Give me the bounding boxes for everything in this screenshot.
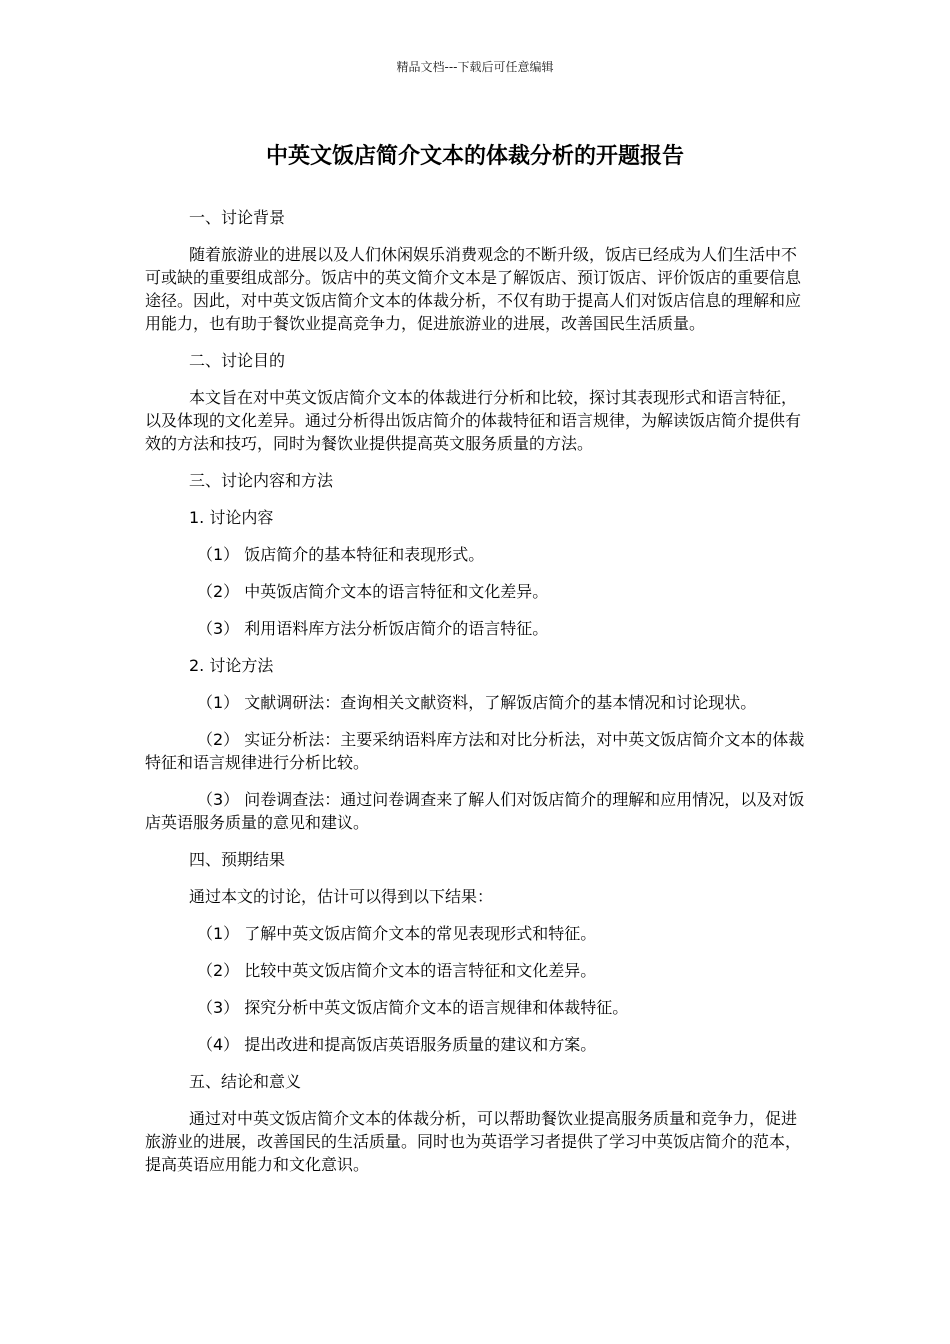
list-item: （3） 问卷调查法：通过问卷调查来了解人们对饭店简介的理解和应用情况，以及对饭店英语服务质量的意见和建议。 [145, 790, 805, 832]
list-item: （1） 饭店简介的基本特征和表现形式。 [197, 545, 485, 564]
list-item: （3） 探究分析中英文饭店简介文本的语言规律和体裁特征。 [197, 998, 629, 1017]
list-item: （1） 了解中英文饭店简介文本的常见表现形式和特征。 [197, 924, 597, 943]
paragraph-purpose: 本文旨在对中英文饭店简介文本的体裁进行分析和比较，探讨其表现形式和语言特征，以及体现的文化差异。通过分析得出饭店简介的体裁特征和语言规律，为解读饭店简介提供有效的方法和技巧，同时为餐饮业提供提高英文服务质量的方法。 [145, 388, 802, 453]
paragraph-conclusion: 通过对中英文饭店简介文本的体裁分析，可以帮助餐饮业提高服务质量和竞争力，促进旅游业的进展，改善国民的生活质量。同时也为英语学习者提供了学习中英饭店简介的范本，提高英语应用能力和文化意识。 [145, 1109, 802, 1174]
document-body [145, 206, 810, 1190]
section-heading-background: 一、讨论背景 [189, 208, 286, 227]
section-heading-expected-results: 四、预期结果 [189, 850, 286, 869]
list-item: （2） 实证分析法：主要采纳语料库方法和对比分析法，对中英文饭店简介文本的体裁特征和语言规律进行分析比较。 [145, 730, 805, 772]
document-title: 中英文饭店简介文本的体裁分析的开题报告 [265, 144, 684, 169]
section-heading-purpose: 二、讨论目的 [189, 351, 286, 370]
section-heading-content-methods: 三、讨论内容和方法 [189, 471, 334, 490]
paragraph-background: 随着旅游业的进展以及人们休闲娱乐消费观念的不断升级，饭店已经成为人们生活中不可或缺的重要组成部分。饭店中的英文简介文本是了解饭店、预订饭店、评价饭店的重要信息途径。因此，对中英文饭店简介文本的体裁分析，不仅有助于提高人们对饭店信息的理解和应用能力，也有助于餐饮业提高竞争力，促进旅游业的进展，改善国民生活质量。 [145, 245, 802, 333]
list-item: （3） 利用语料库方法分析饭店简介的语言特征。 [197, 619, 549, 638]
list-item: （2） 中英饭店简介文本的语言特征和文化差异。 [197, 582, 549, 601]
list-item: （4） 提出改进和提高饭店英语服务质量的建议和方案。 [197, 1035, 597, 1054]
header-note: 精品文档---下载后可任意编辑 [396, 60, 554, 74]
subheading-methods: 2. 讨论方法 [189, 656, 274, 675]
list-item: （1） 文献调研法：查询相关文献资料，了解饭店简介的基本情况和讨论现状。 [197, 693, 757, 712]
subheading-content: 1. 讨论内容 [189, 508, 274, 527]
paragraph-results-intro: 通过本文的讨论，估计可以得到以下结果： [189, 887, 494, 906]
list-item: （2） 比较中英文饭店简介文本的语言特征和文化差异。 [197, 961, 597, 980]
section-heading-conclusion: 五、结论和意义 [189, 1072, 302, 1091]
